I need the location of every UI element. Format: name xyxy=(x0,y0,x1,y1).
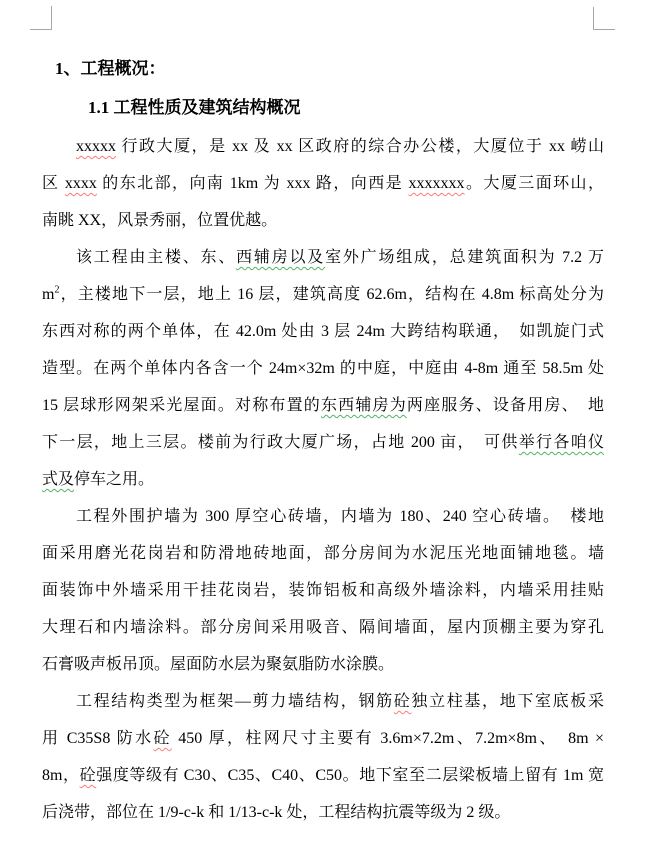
misspelled-text: 砼 xyxy=(153,730,172,747)
text-run: 用 C35S8 防水 xyxy=(42,730,154,747)
text-line xyxy=(42,165,604,202)
grammar-flagged-text: 式及 xyxy=(42,471,75,488)
text-run: m xyxy=(42,286,55,303)
misspelled-text: xxxx xyxy=(64,175,97,192)
text-run: 15 层球形网架采光屋面。对称布置的 xyxy=(42,397,321,414)
text-run: 面装饰中外墙采用干挂花岗岩，装饰铝板和高级外墙涂料，内墙采用挂贴 xyxy=(42,582,604,599)
text-line xyxy=(42,646,604,683)
text-run: 450 厚，柱网尺寸主要有 3.6m×7.2m、7.2m×8m、 8m × xyxy=(171,730,604,747)
text-line xyxy=(42,128,604,165)
text-run: 独立柱基，地下室底板采 xyxy=(411,693,604,710)
text-line xyxy=(42,461,604,498)
text-line xyxy=(42,720,604,757)
paragraph xyxy=(42,128,604,239)
paragraph xyxy=(42,498,604,683)
text-run: 后浇带，部位在 1/9-c-k 和 1/13-c-k 处，工程结构抗震等级为 2 级。 xyxy=(42,804,511,821)
misspelled-text: xxxxxxx xyxy=(408,175,465,192)
text-run: 。大厦三面环山， xyxy=(464,175,604,192)
misspelled-text: 砼 xyxy=(79,767,97,784)
text-run: 行政大厦，是 xx 及 xx 区政府的综合办公楼，大厦位于 xx 崂山 xyxy=(116,138,604,155)
text-line xyxy=(42,424,604,461)
margin-crop-mark-top-left xyxy=(30,6,52,30)
text-run: 停车之用。 xyxy=(74,471,155,488)
text-run: 该工程由主楼、东、 xyxy=(76,249,237,266)
text-line xyxy=(42,387,604,424)
text-run: 强度等级有 C30、C35、C40、C50。地下室至二层梁板墙上留有 1m 宽 xyxy=(96,767,604,784)
text-line xyxy=(42,202,604,239)
text-run: 大理石和内墙涂料。部分房间采用吸音、隔间墙面，屋内顶棚主要为穿孔 xyxy=(42,619,604,636)
paragraphs xyxy=(42,128,604,831)
superscript-text: 2 xyxy=(54,284,60,296)
paragraph xyxy=(42,239,604,498)
misspelled-text: 砼 xyxy=(393,693,412,710)
grammar-flagged-text: 东西辅房为 xyxy=(320,397,407,414)
margin-crop-mark-top-right xyxy=(593,7,615,30)
text-run: 面采用磨光花岗岩和防滑地砖地面，部分房间为水泥压光地面铺地毯。墙 xyxy=(42,545,604,562)
text-run: 区 xyxy=(42,175,65,192)
text-run: 工程结构类型为框架—剪力墙结构，钢筋 xyxy=(76,693,394,710)
text-line xyxy=(42,683,604,720)
text-line xyxy=(42,794,604,831)
text-line xyxy=(42,239,604,276)
text-run: 两座服务、设备用房、 地 xyxy=(406,397,604,414)
text-run: 的东北部，向南 1km 为 xxx 路，向西是 xyxy=(96,175,409,192)
text-run: 8m， xyxy=(42,767,80,784)
text-run: 室外广场组成，总建筑面积为 7.2 万 xyxy=(325,249,604,266)
text-line xyxy=(42,572,604,609)
text-run: 东西对称的两个单体，在 42.0m 处由 3 层 24m 大跨结构联通， 如凯旋门式 xyxy=(42,323,604,340)
text-line xyxy=(42,350,604,387)
text-line xyxy=(42,498,604,535)
text-line xyxy=(42,609,604,646)
paragraph xyxy=(42,683,604,831)
text-run: 工程外围护墙为 300 厚空心砖墙，内墙为 180、240 空心砖墙。 楼地 xyxy=(76,508,604,525)
text-line xyxy=(42,276,604,313)
text-run: ，主楼地下一层，地上 16 层，建筑高度 62.6m，结构在 4.8m 标高处分为 xyxy=(59,286,604,303)
grammar-flagged-text: 西辅房以及 xyxy=(236,249,326,266)
subsection-heading: 1.1 工程性质及建筑结构概况 xyxy=(88,98,301,117)
text-run: 下一层，地上三层。楼前为行政大厦广场，占地 200 亩， 可供 xyxy=(42,434,519,451)
section-heading: 1、工程概况： xyxy=(55,59,166,78)
text-run: 造型。在两个单体内各含一个 24m×32m 的中庭，中庭由 4-8m 通至 58.5m 处 xyxy=(42,360,604,377)
document-content xyxy=(42,50,604,831)
misspelled-text: xxxxx xyxy=(76,138,116,155)
grammar-flagged-text: 举行各咱仪 xyxy=(518,434,604,451)
text-line xyxy=(42,535,604,572)
text-line xyxy=(42,313,604,350)
text-run: 南眺 XX，风景秀丽，位置优越。 xyxy=(42,212,278,229)
text-run: 石膏吸声板吊顶。屋面防水层为聚氨脂防水涂膜。 xyxy=(42,656,395,673)
text-line xyxy=(42,757,604,794)
